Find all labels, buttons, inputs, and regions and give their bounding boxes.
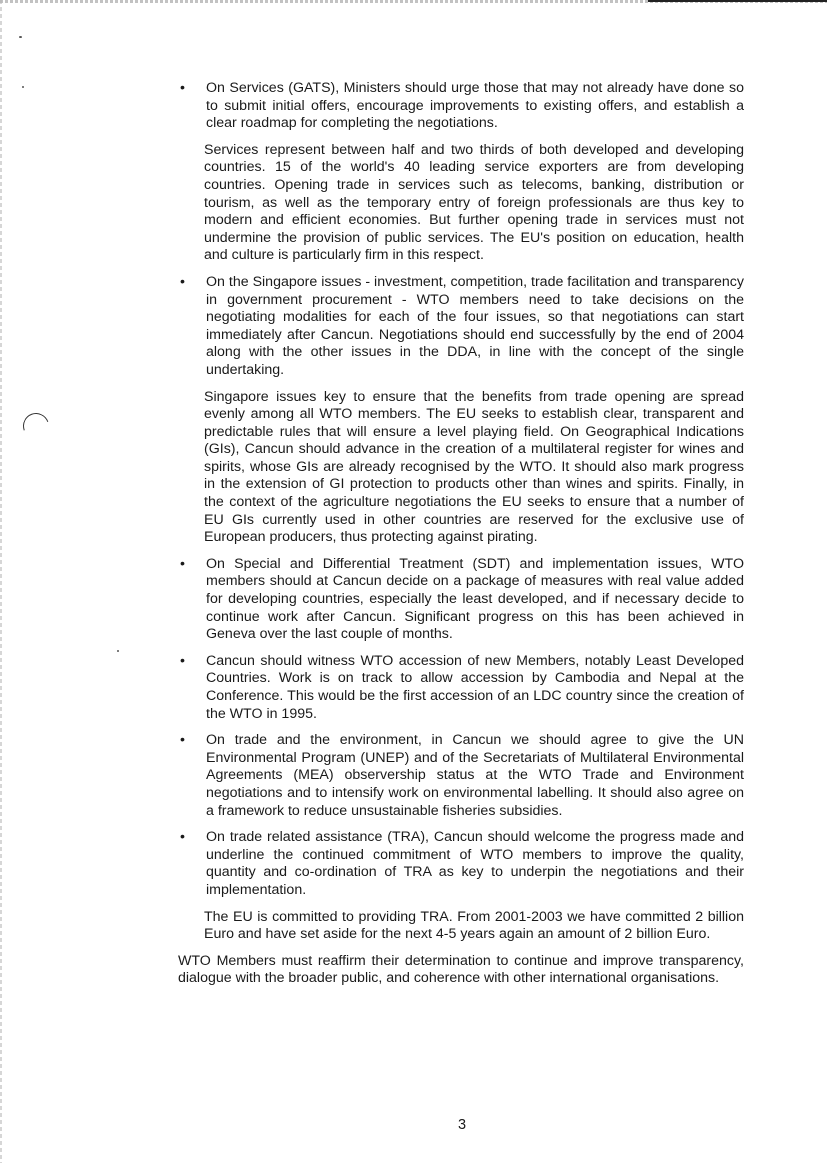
tra-detail-paragraph: The EU is committed to providing TRA. From 2001-2003 we have committed 2 billion Euro and have set aside for the next 4-5 years again an amount of 2 billion Euro. <box>204 908 744 943</box>
environment-bullet-text: • On trade and the environment, in Cancun we should agree to give the UN Environmental Program (UNEP) and of the Secretariats of Multilateral Environmental Agreements (MEA) observership status at the WTO Trade and Environment negotiations and to intensify work on environmental labelling. It should also agree on a framework to reduce unsustainable fisheries subsidies. <box>206 732 744 819</box>
singapore-detail-paragraph: Singapore issues key to ensure that the benefits from trade opening are spread evenly among all WTO members. The EU seeks to establish clear, transparent and predictable rules that will ensure a level playing field. On Geographical Indications (GIs), Cancun should advance in the creation of a multilateral register for wines and spirits, whose GIs are already recognised by the WTO. It should also mark progress in the extension of GI protection to products other than wines and spirits. Finally, in the context of the agriculture negotiations the EU seeks to ensure that a number of EU GIs currently used in other countries are reserved for the exclusive use of European producers, thus protecting against pirating. <box>204 388 744 546</box>
scan-top-edge-mark <box>648 0 827 2</box>
scan-left-edge <box>0 0 2 1163</box>
bullet-environment <box>178 732 744 820</box>
document-body <box>178 80 744 988</box>
closing-paragraph: WTO Members must reaffirm their determination to continue and improve transparency, dialogue with the broader public, and coherence with other international organisations. <box>178 952 744 987</box>
scan-speck <box>117 650 119 652</box>
services-detail-paragraph: Services represent between half and two thirds of both developed and developing countries. 15 of the world's 40 leading service exporters are from developing countries. Opening trade in services such as telecoms, banking, distribution or tourism, as well as the temporary entry of foreign professionals are thus key to modern and efficient economies. But further opening trade in services must not undermine the provision of public services. The EU's position on education, health and culture is particularly firm in this respect. <box>204 141 744 264</box>
bullet-services <box>178 80 744 133</box>
tra-bullet-text: • On trade related assistance (TRA), Cancun should welcome the progress made and underline the continued commitment of WTO members to improve the quality, quantity and co-ordination of TRA as key to underpin the negotiations and their implementation. <box>206 829 744 898</box>
bullet-accession <box>178 653 744 723</box>
sdt-bullet-text: • On Special and Differential Treatment (SDT) and implementation issues, WTO members should at Cancun decide on a package of measures with real value added for developing countries, especially the least developed, and if necessary decide to continue work after Cancun. Significant progress on this has been achieved in Geneva over the last couple of months. <box>206 555 744 643</box>
bullet-singapore-issues <box>178 274 744 380</box>
page-number: 3 <box>457 1117 467 1133</box>
bullet-tra <box>178 829 744 899</box>
scan-speck <box>19 36 22 38</box>
accession-bullet-text: • Cancun should witness WTO accession of new Members, notably Least Developed Countries. Work is on track to allow accession by Cambodia and Nepal at the Conference. This would be the first accession of an LDC country since the creation of the WTO in 1995. <box>206 652 744 722</box>
singapore-bullet-text: • On the Singapore issues - investment, competition, trade facilitation and transparency in government procurement - WTO members need to take decisions on the negotiating modalities for each of the four issues, so that negotiations can start immediately after Cancun. Negotiations should end successfully by the end of 2004 along with the other issues in the DDA, in line with the concept of the single undertaking. <box>206 273 744 378</box>
bullet-sdt <box>178 556 744 644</box>
punch-hole-mark <box>19 409 54 444</box>
services-bullet-text: • On Services (GATS), Ministers should urge those that may not already have done so to submit initial offers, encourage improvements to existing offers, and establish a clear roadmap for completing the negotiations. <box>206 80 744 132</box>
scan-speck <box>22 86 24 88</box>
